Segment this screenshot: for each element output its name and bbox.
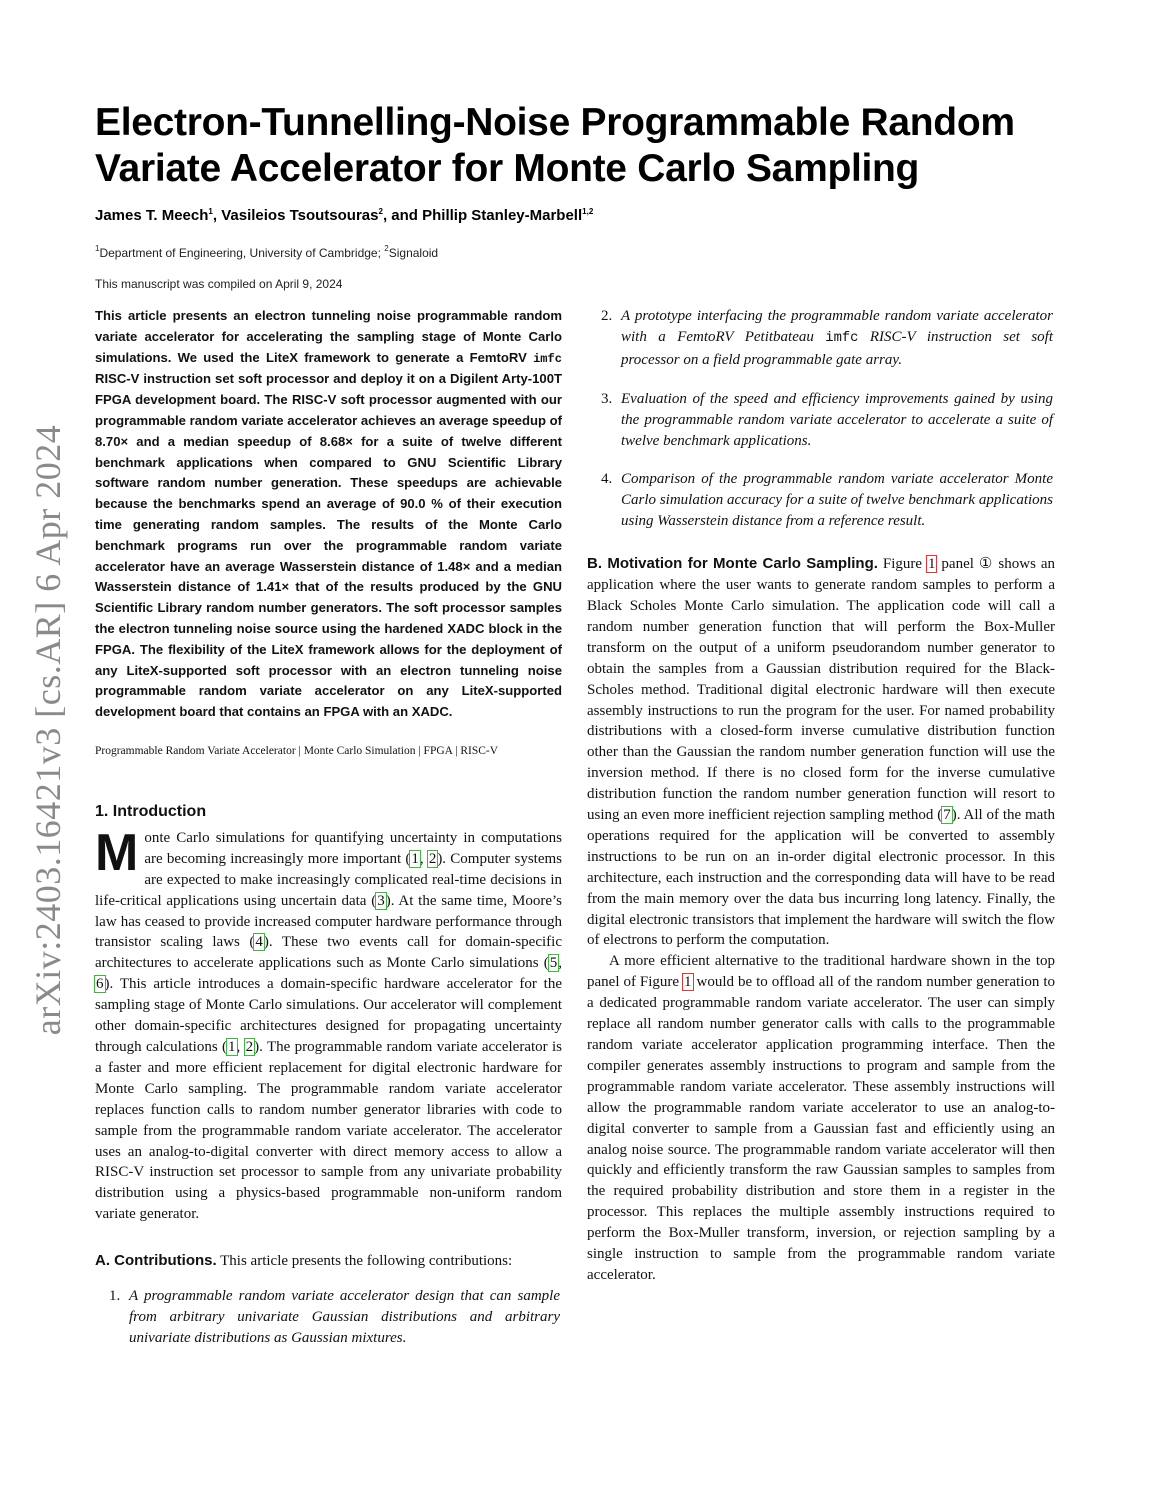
list-item bbox=[587, 306, 1055, 371]
keywords: Programmable Random Variate Accelerator | Monte Carlo Simulation | FPGA | RISC-V bbox=[95, 744, 499, 757]
citation-link[interactable]: 3 bbox=[377, 892, 385, 909]
list-number: 4. bbox=[601, 471, 613, 488]
body-text: , bbox=[558, 955, 562, 972]
list-text: A programmable random variate accelerator design that can sample from arbitrary univariate Gaussian distributions and arbitrary univariate distributions as Gaussian mixtures. bbox=[129, 1288, 560, 1346]
citation-link[interactable]: 4 bbox=[255, 934, 263, 951]
author-name: Vasileios Tsoutsouras bbox=[221, 207, 379, 224]
affil-marker: 1 bbox=[95, 244, 100, 253]
author-separator: , and bbox=[382, 207, 423, 224]
citation-link[interactable]: 7 bbox=[943, 807, 951, 824]
citation-link[interactable]: 2 bbox=[428, 850, 437, 867]
figure-link[interactable]: 1 bbox=[684, 974, 692, 991]
body-text: ). These two events call for domain-specific architectures to accelerate applications such as Monte Carlo simulations ( bbox=[95, 934, 562, 972]
affiliation: Signaloid bbox=[388, 246, 439, 260]
citation-link[interactable]: 1 bbox=[228, 1039, 236, 1055]
dropcap: M bbox=[95, 823, 139, 882]
body-text: ). All of the math operations required for the application will be converted to assembly instructions to be run on an in-order digital electronic processor. In this architecture, each instruction and the corresponding data will have to be read from the main memory over the data bus incurring long latency. Finally, the digital electronic transistors that implement the hardware will switch the flow of electrons to perform the computation. bbox=[587, 807, 1055, 949]
subsection-heading-motivation: B. Motivation for Monte Carlo Sampling. bbox=[587, 555, 878, 573]
motivation-paragraph-2 bbox=[587, 951, 1055, 1286]
body-text: , bbox=[236, 1039, 245, 1055]
subsection-heading-contributions: A. Contributions. bbox=[95, 1252, 217, 1270]
body-text: onte Carlo simulations for quantifying uncertainty in computations are becoming increasingly more important ( bbox=[144, 829, 562, 867]
list-item bbox=[95, 1286, 562, 1349]
list-text: RISC-V instruction set soft processor on a field programmable gate array. bbox=[621, 328, 1054, 368]
body-text: ). At the same time, Moore’s law has ceased to provide increased computer hardware performance through transistor scaling laws ( bbox=[95, 892, 563, 951]
list-item bbox=[587, 389, 1055, 452]
list-text: A prototype interfacing the programmable random variate accelerator with a FemtoRV Petitbateau bbox=[621, 308, 1053, 345]
citation-link[interactable]: 2 bbox=[245, 1039, 254, 1055]
right-column bbox=[587, 306, 1055, 1286]
list-item bbox=[587, 469, 1055, 532]
author-name: James T. Meech bbox=[95, 207, 209, 224]
body-text: This article presents the following contributions: bbox=[216, 1253, 513, 1270]
list-number: 3. bbox=[601, 390, 613, 407]
body-text: Figure bbox=[877, 556, 927, 573]
affiliation: Department of Engineering, University of Cambridge; bbox=[99, 246, 385, 260]
list-text: Evaluation of the speed and efficiency improvements gained by using the programmable random variate accelerator to accelerate a suite of twelve benchmark applications. bbox=[621, 390, 1053, 449]
author-affil-marker: 2 bbox=[378, 207, 383, 216]
contributions-paragraph bbox=[95, 1251, 562, 1272]
affiliations bbox=[95, 246, 438, 260]
isa-code: imfc bbox=[533, 351, 562, 366]
affil-marker: 2 bbox=[384, 244, 389, 253]
author-affil-marker: 1 bbox=[208, 207, 213, 216]
body-text: A more efficient alternative to the traditional hardware shown in the top panel of Figure bbox=[587, 953, 1055, 991]
isa-code: imfc bbox=[825, 330, 859, 346]
author-affil-marker: 1,2 bbox=[582, 207, 594, 216]
body-text: , bbox=[419, 850, 428, 867]
left-column bbox=[95, 306, 562, 1349]
contributions-list bbox=[95, 1286, 562, 1349]
arxiv-identifier: arXiv:2403.16421v3 [cs.AR] 6 Apr 2024 bbox=[28, 424, 68, 1036]
list-number: 1. bbox=[109, 1288, 121, 1305]
arxiv-sidebar bbox=[28, 400, 68, 1060]
abstract-text: This article presents an electron tunneling noise programmable random variate accelerator for accelerating the sampling stage of Monte Carlo simulations. We used the LiteX framework to generate a FemtoRV bbox=[95, 308, 562, 365]
body-text: panel ① shows an application where the user wants to generate random samples to perform a Black Scholes Monte Carlo simulation. The application code will call a random number generation function that will perform the Box-Muller transform on the output of a uniform pseudorandom number generator to obtain the samples from a Gaussian distribution required for the Black-Scholes method. Traditional digital electronic hardware will then execute assembly instructions to run the program for the user. For named probability distributions with a closed-form inverse cumulative distribution function other than the Gaussian the random number generation function will use the inversion method. If there is no closed form for the inverse cumulative distribution function the random number generation function will resort to using an even more inefficient rejection sampling method ( bbox=[587, 556, 1056, 824]
body-text: would be to offload all of the random number generation to a dedicated programmable random variate accelerator. The user can simply replace all random number generator calls with calls to the programmable random variate accelerator application programming interface. Then the compiler generates assembly instructions to program and sample from the programmable random variate accelerator. These assembly instructions will allow the programmable random variate accelerator to use an analog-to-digital converter to sample from a Gaussian fast and efficiently using an analog noise source. The programmable random variate accelerator will then quickly and efficiently transform the raw Gaussian samples to samples from the required probability distribution and store them in a register in the processor. This replaces the multiple assembly instructions required to perform the Box-Muller transform, inversion, or rejection sampling by a single instruction to sample from the programmable random variate accelerator. bbox=[587, 974, 1055, 1283]
citation-link[interactable]: 5 bbox=[549, 955, 558, 972]
author-separator: , bbox=[212, 207, 222, 224]
section-heading-introduction: 1. Introduction bbox=[95, 802, 207, 820]
list-text: Comparison of the programmable random variate accelerator Monte Carlo simulation accuracy for a suite of twelve benchmark applications using Wasserstein distance from a reference result. bbox=[621, 471, 1053, 530]
author-list bbox=[95, 207, 593, 224]
body-text: ). The programmable random variate accelerator is a faster and more efficient replacement for digital electronic hardware for Monte Carlo sampling. The programmable random variate accelerator replaces function calls to random number generator libraries with code to sample from the programmable random variate accelerator. The accelerator uses an analog-to-digital converter with direct memory access to allow a RISC-V instruction set processor to sample from any univariate probability distribution using a physics-based programmable non-uniform random variate generator. bbox=[95, 1039, 563, 1223]
abstract bbox=[95, 306, 562, 723]
contributions-list-continued bbox=[587, 306, 1055, 532]
list-number: 2. bbox=[601, 308, 613, 324]
author-name: Phillip Stanley-Marbell bbox=[422, 207, 583, 224]
body-text: ). This article introduces a domain-specific hardware accelerator for the sampling stage of Monte Carlo simulations. Our accelerator will complement other domain-specific architectures designed for propagating uncertainty through calculations ( bbox=[95, 976, 562, 1055]
citation-link[interactable]: 1 bbox=[411, 850, 419, 867]
citation-link[interactable]: 6 bbox=[96, 976, 104, 993]
introduction-paragraph bbox=[95, 823, 563, 1225]
paper-title: Electron-Tunnelling-Noise Programmable Random Variate Accelerator for Monte Carlo Sampling bbox=[95, 101, 1015, 190]
compiled-date: This manuscript was compiled on April 9, 2024 bbox=[95, 277, 343, 291]
figure-link[interactable]: 1 bbox=[927, 556, 936, 573]
abstract-text: RISC-V instruction set soft processor and deploy it on a Digilent Arty-100T FPGA development board. The RISC-V soft processor augmented with our programmable random variate accelerator achieves an average speedup of 8.70× and a median speedup of 8.68× for a suite of twelve different benchmark applications when compared to GNU Scientific Library software random number generation. These speedups are achievable because the benchmarks spend an average of 90.0 % of their execution time generating random samples. The results of the Monte Carlo benchmark programs run over the programmable random variate accelerator have an average Wasserstein distance of 1.48× and a median Wasserstein distance of 1.41× that of the results produced by the GNU Scientific Library random number generators. The soft processor samples the electron tunneling noise source using the hardened XADC block in the FPGA. The flexibility of the LiteX framework allows for the deployment of any LiteX-supported soft processor with an electron tunneling noise programmable random variate accelerator on any LiteX-supported development board that contains an FPGA with an XADC. bbox=[95, 371, 562, 720]
motivation-paragraph bbox=[587, 554, 1055, 951]
body-text: ). Computer systems are expected to make increasingly complicated real-time decisions in life-critical applications using uncertain data ( bbox=[95, 850, 562, 909]
